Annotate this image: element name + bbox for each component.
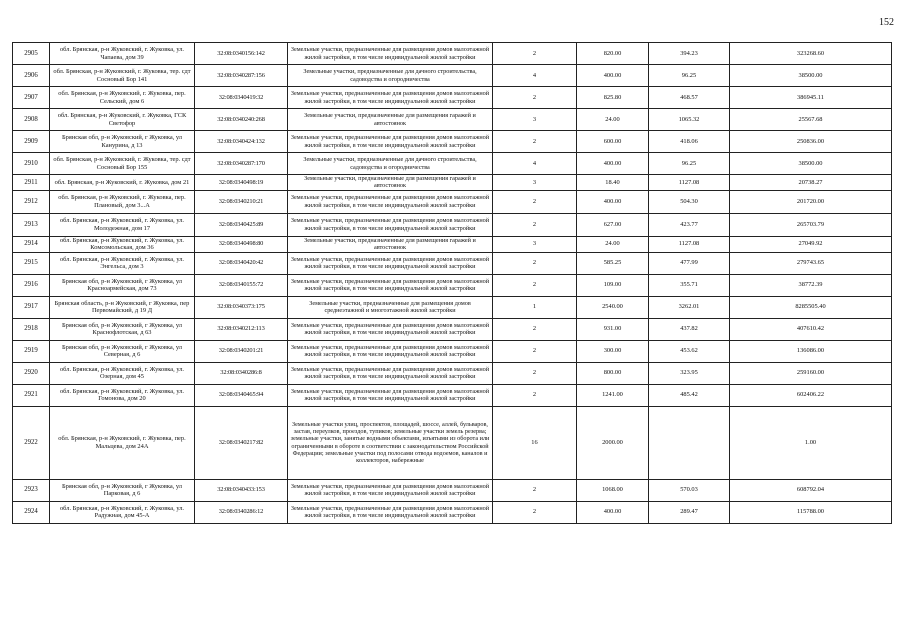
group-cell: 3 xyxy=(493,175,577,191)
table-row xyxy=(13,43,892,65)
area-cell: 18.40 xyxy=(577,175,649,191)
group-cell: 2 xyxy=(493,501,577,523)
address-cell: обл. Брянская, р-н Жуковский, г. Жуковка, ул. Гомонова, дом 20 xyxy=(50,384,195,406)
row-number-cell: 2917 xyxy=(13,296,50,318)
cadastral-number-cell: 32:08:0340287:156 xyxy=(195,65,288,87)
table-row xyxy=(13,190,892,213)
address-cell: Брянская обл, р-н Жуковский, г Жуковка, ул Северная, д 6 xyxy=(50,340,195,362)
cadastral-number-cell: 32:08:0340286:12 xyxy=(195,501,288,523)
table-row xyxy=(13,131,892,153)
cadastral-number-cell: 32:08:0340155:72 xyxy=(195,274,288,296)
table-row xyxy=(13,109,892,131)
land-use-cell: Земельные участки, предназначенные для размещения домов малоэтажной жилой застройки, в том числе индивидуальной жилой застройки xyxy=(288,43,493,65)
land-use-cell: Земельные участки, предназначенные для размещения домов малоэтажной жилой застройки, в том числе индивидуальной жилой застройки xyxy=(288,501,493,523)
cadastral-number-cell: 32:08:0340210:21 xyxy=(195,190,288,213)
row-number-cell: 2907 xyxy=(13,87,50,109)
address-cell: обл. Брянская, р-н Жуковский, г. Жуковка, пер. Сельский, дом 6 xyxy=(50,87,195,109)
cadastral-number-cell: 32:08:0340425:89 xyxy=(195,213,288,236)
land-use-cell: Земельные участки улиц, проспектов, площадей, шоссе, аллей, бульваров, застав, переулков, проездов, тупиков; земельные участки земель резерва; земельные участки, занятые водными объектами, изъятыми из оборота или ограниченными в обороте в соответствии с законодательством Российской Федерации; земельные участки под полосами отвода водоемов, каналов и коллекторов, набережные xyxy=(288,406,493,479)
area-cell: 400.00 xyxy=(577,153,649,175)
specific-value-cell xyxy=(649,406,730,479)
table-row xyxy=(13,213,892,236)
cadastral-number-cell: 32:08:0340240:268 xyxy=(195,109,288,131)
cadastral-value-cell: 250836.00 xyxy=(730,131,892,153)
group-cell: 2 xyxy=(493,479,577,501)
cadastral-value-cell: 136086.00 xyxy=(730,340,892,362)
cadastral-value-cell: 407610.42 xyxy=(730,318,892,340)
land-use-cell: Земельные участки, предназначенные для размещения домов малоэтажной жилой застройки, в том числе индивидуальной жилой застройки xyxy=(288,274,493,296)
area-cell: 931.00 xyxy=(577,318,649,340)
specific-value-cell: 418.06 xyxy=(649,131,730,153)
land-use-cell: Земельные участки, предназначенные для размещения домов малоэтажной жилой застройки, в том числе индивидуальной жилой застройки xyxy=(288,384,493,406)
group-cell: 2 xyxy=(493,340,577,362)
group-cell: 16 xyxy=(493,406,577,479)
cadastral-value-cell: 115788.00 xyxy=(730,501,892,523)
address-cell: обл. Брянская, р-н Жуковский, г. Жуковка, пер. Плановый, дом 3...А xyxy=(50,190,195,213)
row-number-cell: 2905 xyxy=(13,43,50,65)
specific-value-cell: 485.42 xyxy=(649,384,730,406)
cadastral-number-cell: 32:08:0340498:80 xyxy=(195,236,288,252)
group-cell: 2 xyxy=(493,190,577,213)
specific-value-cell: 504.30 xyxy=(649,190,730,213)
cadastral-number-cell: 32:08:0340420:42 xyxy=(195,252,288,274)
table-row xyxy=(13,87,892,109)
land-use-cell: Земельные участки, предназначенные для размещения гаражей и автостоянок xyxy=(288,236,493,252)
land-use-cell: Земельные участки, предназначенные для размещения домов малоэтажной жилой застройки, в том числе индивидуальной жилой застройки xyxy=(288,362,493,384)
table-row xyxy=(13,362,892,384)
group-cell: 2 xyxy=(493,87,577,109)
land-use-cell: Земельные участки, предназначенные для размещения домов малоэтажной жилой застройки, в том числе индивидуальной жилой застройки xyxy=(288,479,493,501)
area-cell: 600.00 xyxy=(577,131,649,153)
cadastral-number-cell: 32:08:0340201:21 xyxy=(195,340,288,362)
specific-value-cell: 1127.08 xyxy=(649,175,730,191)
table-row xyxy=(13,274,892,296)
land-use-cell: Земельные участки, предназначенные для размещения домов малоэтажной жилой застройки, в том числе индивидуальной жилой застройки xyxy=(288,318,493,340)
cadastral-value-cell: 201720.00 xyxy=(730,190,892,213)
area-cell: 109.00 xyxy=(577,274,649,296)
row-number-cell: 2910 xyxy=(13,153,50,175)
group-cell: 3 xyxy=(493,236,577,252)
group-cell: 2 xyxy=(493,384,577,406)
land-use-cell: Земельные участки, предназначенные для размещения гаражей и автостоянок xyxy=(288,109,493,131)
specific-value-cell: 453.62 xyxy=(649,340,730,362)
address-cell: Брянская обл, р-н Жуковский, г Жуковка, ул Канурина, д 13 xyxy=(50,131,195,153)
specific-value-cell: 423.77 xyxy=(649,213,730,236)
specific-value-cell: 1065.32 xyxy=(649,109,730,131)
cadastral-value-cell: 386945.11 xyxy=(730,87,892,109)
cadastral-value-cell: 20738.27 xyxy=(730,175,892,191)
area-cell: 585.25 xyxy=(577,252,649,274)
area-cell: 825.80 xyxy=(577,87,649,109)
row-number-cell: 2922 xyxy=(13,406,50,479)
row-number-cell: 2916 xyxy=(13,274,50,296)
cadastral-number-cell: 32:08:0340373:175 xyxy=(195,296,288,318)
area-cell: 2540.00 xyxy=(577,296,649,318)
address-cell: обл. Брянская, р-н Жуковский, г. Жуковка, тер. сдт Сосновый Бор 141 xyxy=(50,65,195,87)
address-cell: обл. Брянская, р-н Жуковский, г. Жуковка, ул. Чапаева, дом 39 xyxy=(50,43,195,65)
cadastral-number-cell: 32:08:0340498:19 xyxy=(195,175,288,191)
group-cell: 2 xyxy=(493,213,577,236)
table-row xyxy=(13,384,892,406)
cadastral-number-cell: 32:08:0340465:94 xyxy=(195,384,288,406)
group-cell: 2 xyxy=(493,274,577,296)
address-cell: Брянская обл, р-н Жуковский, г Жуковка, ул Парковая, д 6 xyxy=(50,479,195,501)
cadastral-value-cell: 8285505.40 xyxy=(730,296,892,318)
row-number-cell: 2923 xyxy=(13,479,50,501)
cadastral-number-cell: 32:08:0340217:82 xyxy=(195,406,288,479)
address-cell: обл. Брянская, р-н Жуковский, г. Жуковка, ул. Радужная, дом 45-А xyxy=(50,501,195,523)
address-cell: Брянская обл, р-н Жуковский, г Жуковка, ул Красноармейская, дом 73 xyxy=(50,274,195,296)
area-cell: 400.00 xyxy=(577,501,649,523)
cadastral-number-cell: 32:08:0340419:32 xyxy=(195,87,288,109)
specific-value-cell: 468.57 xyxy=(649,87,730,109)
group-cell: 3 xyxy=(493,109,577,131)
table-row xyxy=(13,501,892,523)
land-use-cell: Земельные участки, предназначенные для размещения домов среднеэтажной и многоэтажной жилой застройки xyxy=(288,296,493,318)
cadastral-value-cell: 608792.04 xyxy=(730,479,892,501)
area-cell: 24.00 xyxy=(577,109,649,131)
land-use-cell: Земельные участки, предназначенные для дачного строительства, садоводства и огородничества xyxy=(288,153,493,175)
table-row xyxy=(13,318,892,340)
cadastral-value-table xyxy=(12,42,892,524)
specific-value-cell: 323.95 xyxy=(649,362,730,384)
address-cell: обл. Брянская, р-н Жуковский, г. Жуковка, ул. Энгельса, дом 3 xyxy=(50,252,195,274)
specific-value-cell: 570.03 xyxy=(649,479,730,501)
group-cell: 4 xyxy=(493,153,577,175)
area-cell: 1241.00 xyxy=(577,384,649,406)
table-row xyxy=(13,252,892,274)
land-use-cell: Земельные участки, предназначенные для размещения домов малоэтажной жилой застройки, в том числе индивидуальной жилой застройки xyxy=(288,190,493,213)
row-number-cell: 2914 xyxy=(13,236,50,252)
group-cell: 2 xyxy=(493,362,577,384)
land-use-cell: Земельные участки, предназначенные для размещения домов малоэтажной жилой застройки, в том числе индивидуальной жилой застройки xyxy=(288,131,493,153)
area-cell: 2000.00 xyxy=(577,406,649,479)
cadastral-number-cell: 32:08:0340286:8 xyxy=(195,362,288,384)
table-row xyxy=(13,175,892,191)
group-cell: 2 xyxy=(493,318,577,340)
table-row xyxy=(13,153,892,175)
row-number-cell: 2924 xyxy=(13,501,50,523)
table-row xyxy=(13,340,892,362)
cadastral-number-cell: 32:08:0340156:142 xyxy=(195,43,288,65)
row-number-cell: 2921 xyxy=(13,384,50,406)
row-number-cell: 2920 xyxy=(13,362,50,384)
row-number-cell: 2906 xyxy=(13,65,50,87)
land-use-cell: Земельные участки, предназначенные для размещения домов малоэтажной жилой застройки, в том числе индивидуальной жилой застройки xyxy=(288,87,493,109)
cadastral-number-cell: 32:08:0340433:153 xyxy=(195,479,288,501)
area-cell: 24.00 xyxy=(577,236,649,252)
land-use-cell: Земельные участки, предназначенные для дачного строительства, садоводства и огородничества xyxy=(288,65,493,87)
table-row xyxy=(13,406,892,479)
table-row xyxy=(13,479,892,501)
cadastral-value-cell: 25567.68 xyxy=(730,109,892,131)
group-cell: 4 xyxy=(493,65,577,87)
address-cell: обл. Брянская, р-н Жуковский, г. Жуковка, ул. Комсомольская, дом 36 xyxy=(50,236,195,252)
specific-value-cell: 1127.08 xyxy=(649,236,730,252)
row-number-cell: 2909 xyxy=(13,131,50,153)
address-cell: обл. Брянская, р-н Жуковский, г. Жуковка, тер. сдт Сосновый Бор 155 xyxy=(50,153,195,175)
address-cell: обл. Брянская, р-н Жуковский, г. Жуковка, ГСК Светофор xyxy=(50,109,195,131)
specific-value-cell: 289.47 xyxy=(649,501,730,523)
specific-value-cell: 355.71 xyxy=(649,274,730,296)
area-cell: 627.00 xyxy=(577,213,649,236)
group-cell: 2 xyxy=(493,131,577,153)
land-use-cell: Земельные участки, предназначенные для размещения домов малоэтажной жилой застройки, в том числе индивидуальной жилой застройки xyxy=(288,340,493,362)
address-cell: Брянская обл, р-н Жуковский, г Жуковка, ул Краснофлотская, д 63 xyxy=(50,318,195,340)
cadastral-value-cell: 38500.00 xyxy=(730,153,892,175)
cadastral-value-cell: 1.00 xyxy=(730,406,892,479)
cadastral-value-cell: 323268.60 xyxy=(730,43,892,65)
cadastral-value-cell: 27049.92 xyxy=(730,236,892,252)
area-cell: 400.00 xyxy=(577,190,649,213)
cadastral-number-cell: 32:08:0340424:132 xyxy=(195,131,288,153)
specific-value-cell: 96.25 xyxy=(649,65,730,87)
cadastral-value-cell: 602406.22 xyxy=(730,384,892,406)
group-cell: 2 xyxy=(493,43,577,65)
page-number: 152 xyxy=(879,17,894,28)
address-cell: обл. Брянская, р-н Жуковский, г. Жуковка, пер. Мальцева, дом 24А xyxy=(50,406,195,479)
area-cell: 300.00 xyxy=(577,340,649,362)
cadastral-value-cell: 38500.00 xyxy=(730,65,892,87)
land-use-cell: Земельные участки, предназначенные для размещения домов малоэтажной жилой застройки, в том числе индивидуальной жилой застройки xyxy=(288,252,493,274)
area-cell: 400.00 xyxy=(577,65,649,87)
row-number-cell: 2911 xyxy=(13,175,50,191)
row-number-cell: 2919 xyxy=(13,340,50,362)
row-number-cell: 2913 xyxy=(13,213,50,236)
specific-value-cell: 477.99 xyxy=(649,252,730,274)
land-use-cell: Земельные участки, предназначенные для размещения гаражей и автостоянок xyxy=(288,175,493,191)
table-row xyxy=(13,236,892,252)
address-cell: обл. Брянская, р-н Жуковский, г. Жуковка, ул. Молодежная, дом 17 xyxy=(50,213,195,236)
address-cell: обл. Брянская, р-н Жуковский, г. Жуковка, ул. Озерная, дом 45 xyxy=(50,362,195,384)
row-number-cell: 2918 xyxy=(13,318,50,340)
cadastral-value-cell: 38772.39 xyxy=(730,274,892,296)
cadastral-value-cell: 259160.00 xyxy=(730,362,892,384)
specific-value-cell: 3262.01 xyxy=(649,296,730,318)
address-cell: Брянская область, р-н Жуковский, г Жуковка, пер Первомайский, д 19 Д xyxy=(50,296,195,318)
land-use-cell: Земельные участки, предназначенные для размещения домов малоэтажной жилой застройки, в том числе индивидуальной жилой застройки xyxy=(288,213,493,236)
specific-value-cell: 437.82 xyxy=(649,318,730,340)
row-number-cell: 2915 xyxy=(13,252,50,274)
row-number-cell: 2912 xyxy=(13,190,50,213)
specific-value-cell: 394.23 xyxy=(649,43,730,65)
group-cell: 1 xyxy=(493,296,577,318)
address-cell: обл. Брянская, р-н Жуковский, г. Жуковка, дом 21 xyxy=(50,175,195,191)
cadastral-number-cell: 32:08:0340212:113 xyxy=(195,318,288,340)
area-cell: 800.00 xyxy=(577,362,649,384)
group-cell: 2 xyxy=(493,252,577,274)
table-row xyxy=(13,296,892,318)
cadastral-value-cell: 279743.65 xyxy=(730,252,892,274)
area-cell: 1068.00 xyxy=(577,479,649,501)
cadastral-number-cell: 32:08:0340287:170 xyxy=(195,153,288,175)
area-cell: 820.00 xyxy=(577,43,649,65)
specific-value-cell: 96.25 xyxy=(649,153,730,175)
row-number-cell: 2908 xyxy=(13,109,50,131)
cadastral-value-cell: 265703.79 xyxy=(730,213,892,236)
table-row xyxy=(13,65,892,87)
